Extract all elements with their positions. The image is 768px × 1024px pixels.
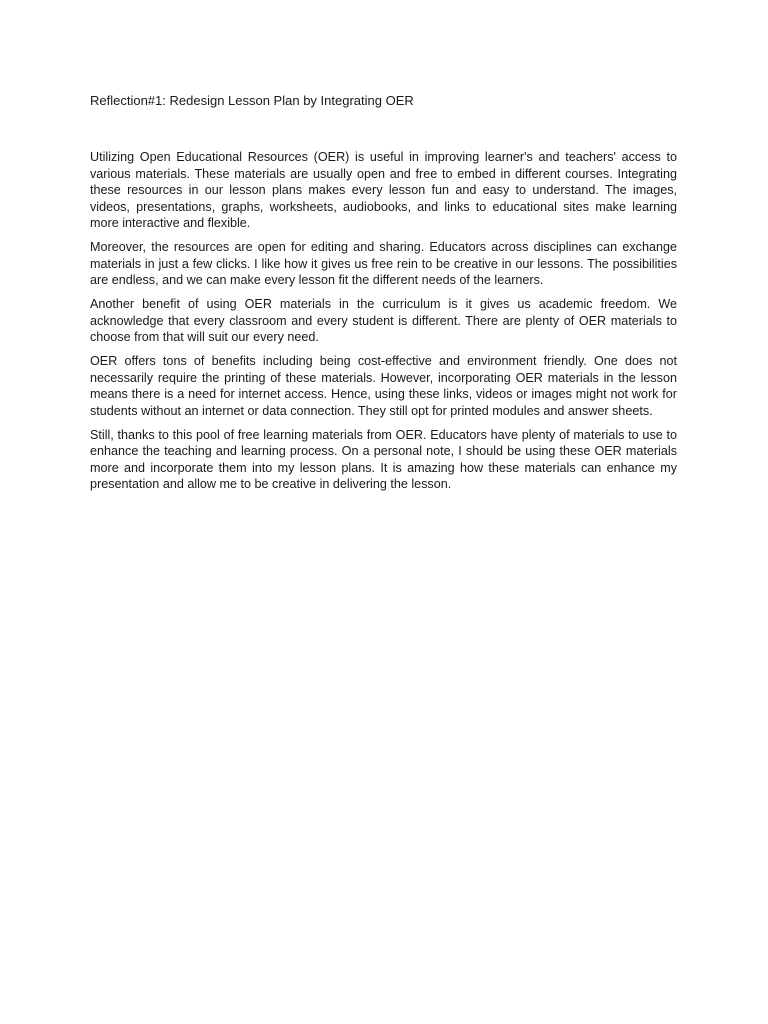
paragraph-2: Moreover, the resources are open for editing and sharing. Educators across disciplines can exchange materials in just a few clicks. I like how it gives us free rein to be creative in our lessons. The possibilities are endless, and we can make every lesson fit the different needs of the learners. (90, 240, 677, 287)
document-body (90, 93, 677, 500)
paragraph-1: Utilizing Open Educational Resources (OER) is useful in improving learner's and teachers' access to various materials. These materials are usually open and free to embed in different courses. Integrating these resources in our lesson plans makes every lesson fun and easy to understand. The images, videos, presentations, graphs, worksheets, audiobooks, and links to educational sites make learning more interactive and flexible. (90, 150, 677, 230)
paragraph-3: Another benefit of using OER materials in the curriculum is it gives us academic freedom. We acknowledge that every classroom and every student is different. There are plenty of OER materials to choose from that will suit our every need. (90, 297, 677, 344)
paragraph-4: OER offers tons of benefits including being cost-effective and environment friendly. One does not necessarily require the printing of these materials. However, incorporating OER materials in the lesson means there is a need for internet access. Hence, using these links, videos or images might not work for students without an internet or data connection. They still opt for printed modules and answer sheets. (90, 354, 677, 418)
document-title: Reflection#1: Redesign Lesson Plan by Integrating OER (90, 93, 414, 108)
paragraph-5: Still, thanks to this pool of free learning materials from OER. Educators have plenty of materials to use to enhance the teaching and learning process. On a personal note, I should be using these OER materials more and incorporate them into my lesson plans. It is amazing how these materials can enhance my presentation and allow me to be creative in delivering the lesson. (90, 427, 677, 491)
